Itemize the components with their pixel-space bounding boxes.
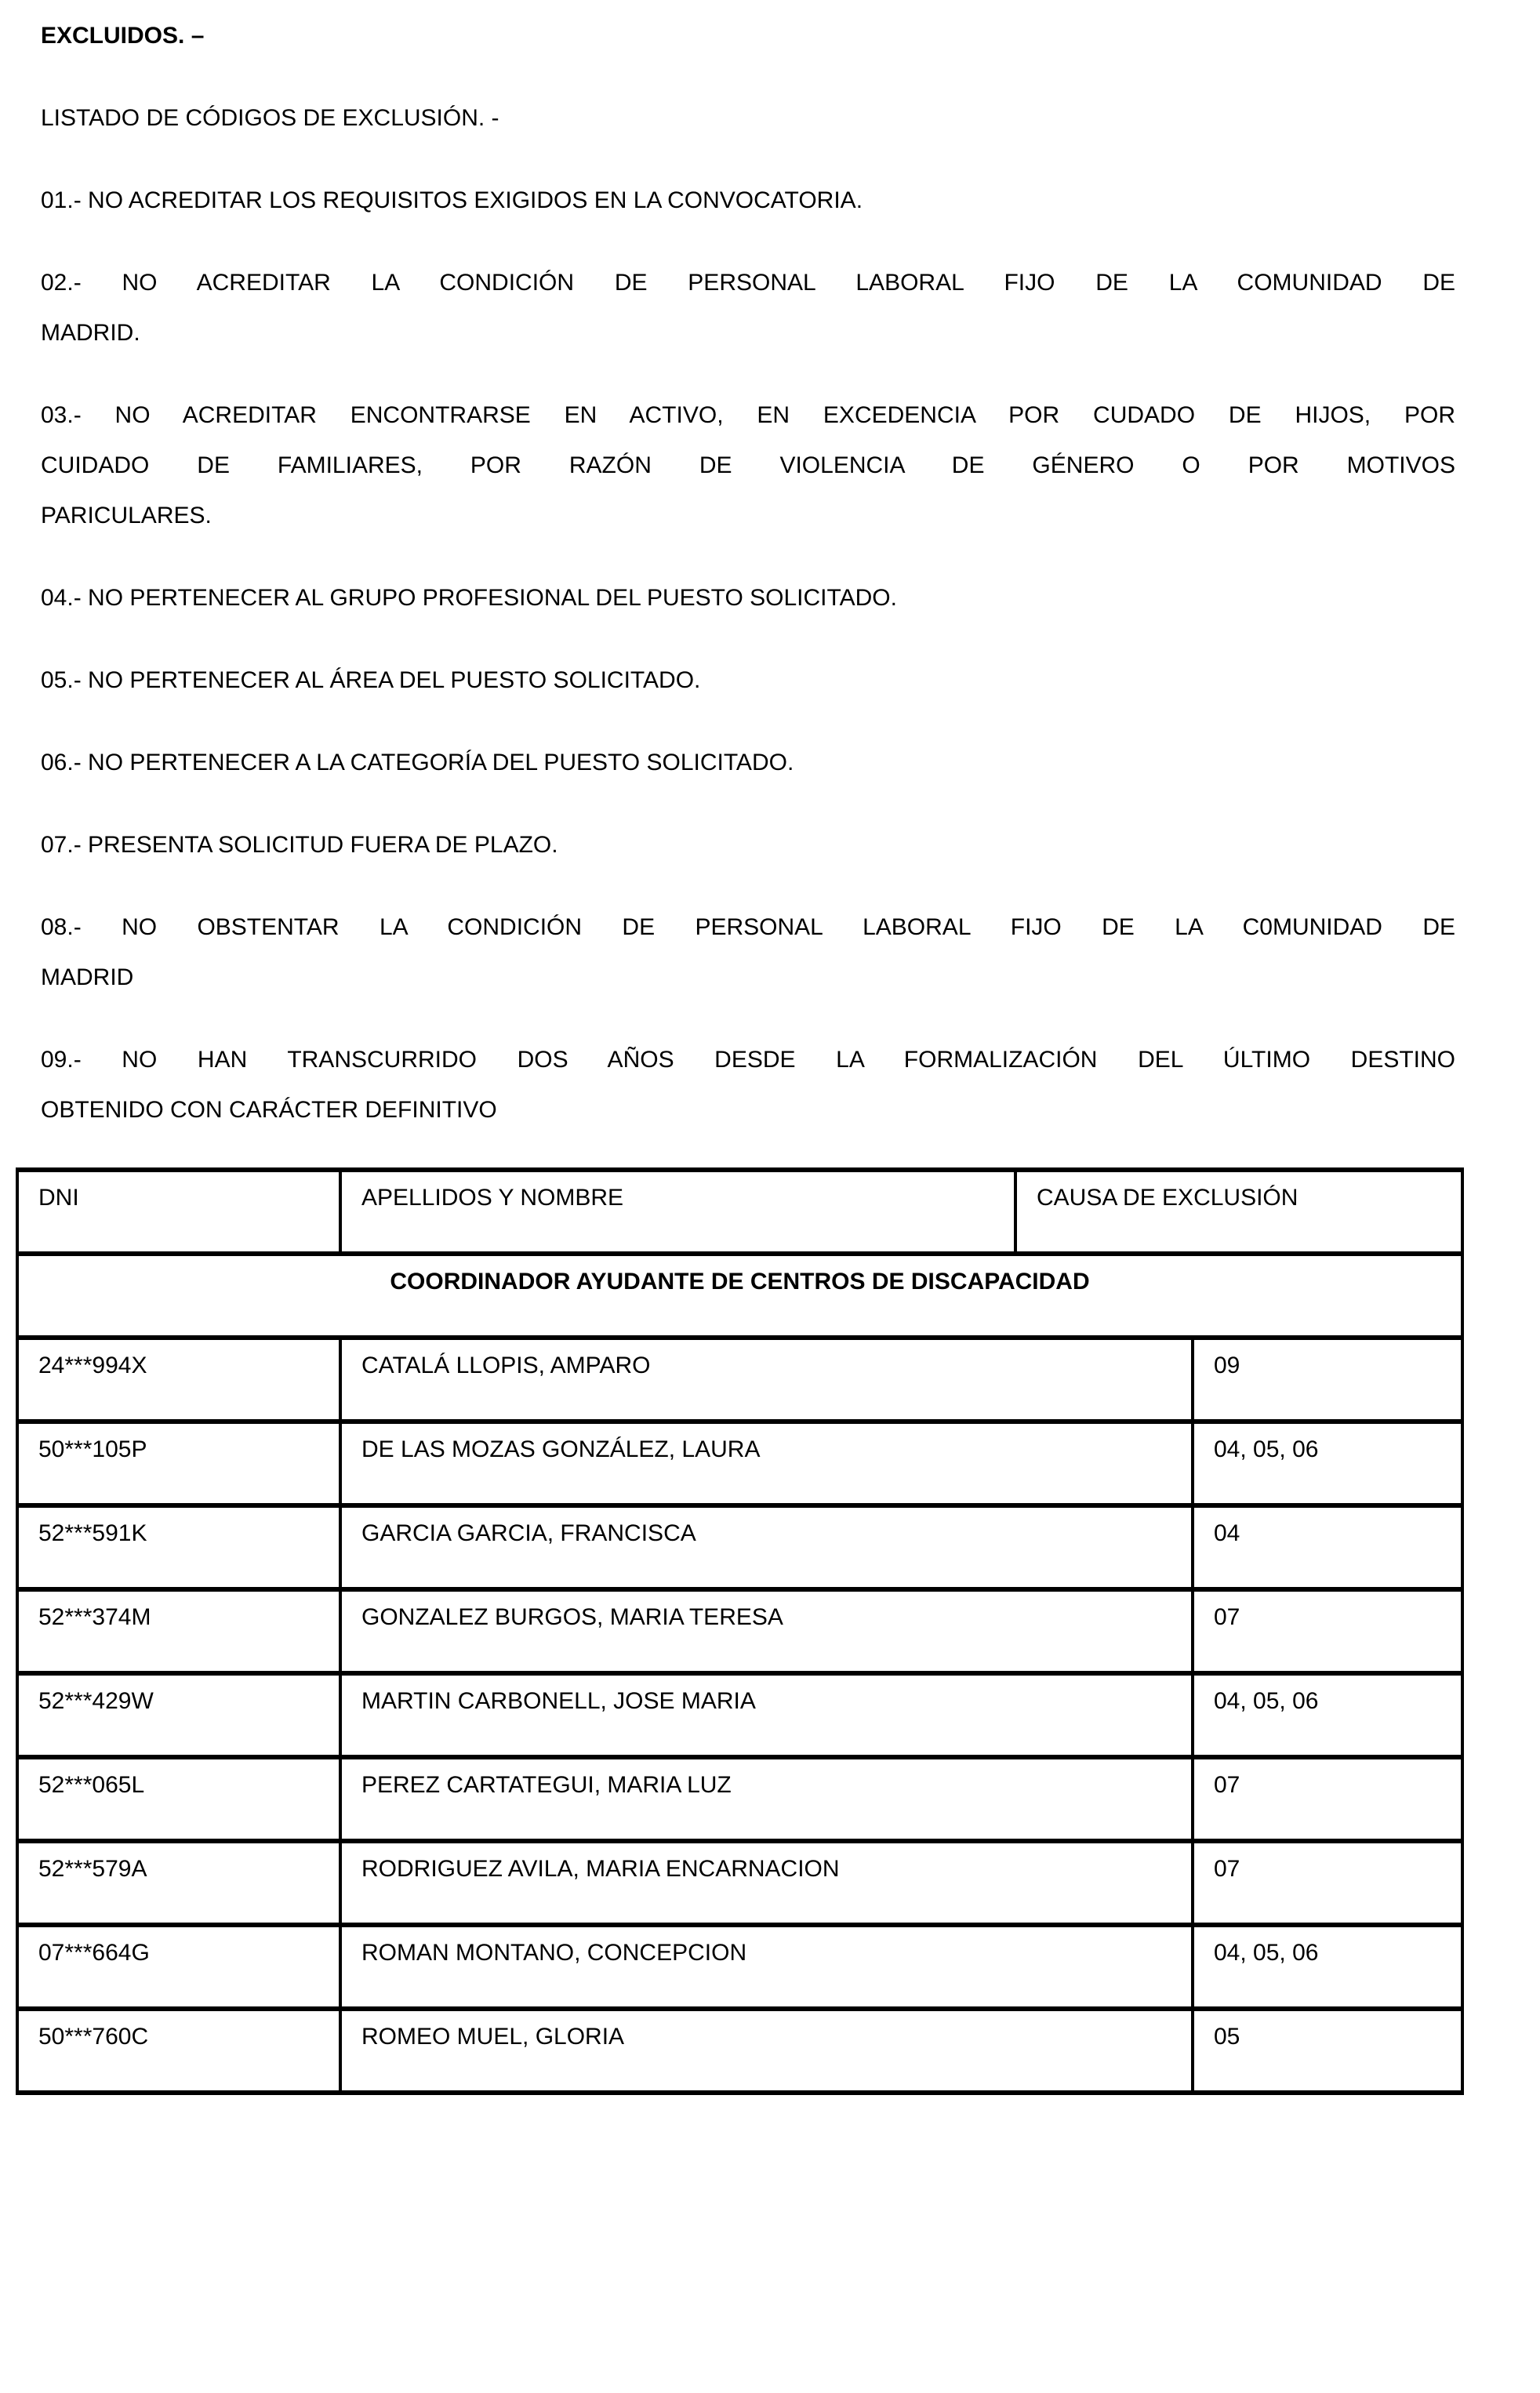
- table-row: [17, 2009, 1462, 2093]
- exclusion-code-01: [41, 176, 1455, 226]
- list-title: [41, 93, 1455, 143]
- cause-cell: 05: [1193, 2009, 1462, 2093]
- dni-cell: 50***105P: [17, 1422, 340, 1505]
- table-row: [17, 1841, 1462, 1925]
- page-title-text: EXCLUIDOS. –: [41, 23, 205, 49]
- exclusion-code-09: [41, 1035, 1455, 1135]
- dni-cell: 52***429W: [17, 1673, 340, 1757]
- code-line: OBTENIDO CON CARÁCTER DEFINITIVO: [41, 1097, 497, 1123]
- code-line: 07.- PRESENTA SOLICITUD FUERA DE PLAZO.: [41, 832, 558, 858]
- code-line: MADRID: [41, 964, 134, 990]
- cause-cell: 09: [1193, 1338, 1462, 1422]
- header-cause: CAUSA DE EXCLUSIÓN: [1015, 1170, 1462, 1254]
- code-line: 02.- NO ACREDITAR LA CONDICIÓN DE PERSONAL LABORAL FIJO DE LA COMUNIDAD DE: [41, 270, 1455, 296]
- cause-cell: 07: [1193, 1757, 1462, 1841]
- name-cell: RODRIGUEZ AVILA, MARIA ENCARNACION: [340, 1841, 1193, 1925]
- exclusion-code-03: [41, 390, 1455, 541]
- table-header-row: [17, 1170, 1462, 1254]
- code-line: MADRID.: [41, 320, 140, 346]
- cause-cell: 04, 05, 06: [1193, 1422, 1462, 1505]
- cause-cell: 07: [1193, 1589, 1462, 1673]
- section-title: COORDINADOR AYUDANTE DE CENTROS DE DISCAPACIDAD: [17, 1254, 1462, 1338]
- code-line: CUIDADO DE FAMILIARES, POR RAZÓN DE VIOLENCIA DE GÉNERO O POR MOTIVOS: [41, 452, 1455, 478]
- code-line: 08.- NO OBSTENTAR LA CONDICIÓN DE PERSONAL LABORAL FIJO DE LA C0MUNIDAD DE: [41, 914, 1455, 940]
- exclusion-code-07: [41, 820, 1455, 870]
- name-cell: ROMEO MUEL, GLORIA: [340, 2009, 1193, 2093]
- dni-cell: 52***065L: [17, 1757, 340, 1841]
- code-line: 01.- NO ACREDITAR LOS REQUISITOS EXIGIDOS EN LA CONVOCATORIA.: [41, 187, 863, 213]
- exclusions-table: [16, 1167, 1464, 2095]
- dni-cell: 52***579A: [17, 1841, 340, 1925]
- exclusion-code-04: [41, 573, 1455, 623]
- code-line: 06.- NO PERTENECER A LA CATEGORÍA DEL PUESTO SOLICITADO.: [41, 750, 794, 775]
- name-cell: CATALÁ LLOPIS, AMPARO: [340, 1338, 1193, 1422]
- cause-cell: 04, 05, 06: [1193, 1673, 1462, 1757]
- table-row: [17, 1757, 1462, 1841]
- table-row: [17, 1589, 1462, 1673]
- dni-cell: 52***374M: [17, 1589, 340, 1673]
- exclusions-table-wrapper: [16, 1167, 1455, 2095]
- code-line: 03.- NO ACREDITAR ENCONTRARSE EN ACTIVO, EN EXCEDENCIA POR CUDADO DE HIJOS, POR: [41, 402, 1455, 428]
- name-cell: DE LAS MOZAS GONZÁLEZ, LAURA: [340, 1422, 1193, 1505]
- header-dni: DNI: [17, 1170, 340, 1254]
- code-line: PARICULARES.: [41, 503, 212, 528]
- list-title-text: LISTADO DE CÓDIGOS DE EXCLUSIÓN. -: [41, 105, 499, 131]
- code-line: 05.- NO PERTENECER AL ÁREA DEL PUESTO SOLICITADO.: [41, 667, 701, 693]
- code-line: 04.- NO PERTENECER AL GRUPO PROFESIONAL DEL PUESTO SOLICITADO.: [41, 585, 897, 611]
- name-cell: MARTIN CARBONELL, JOSE MARIA: [340, 1673, 1193, 1757]
- exclusion-code-02: [41, 258, 1455, 358]
- header-name: APELLIDOS Y NOMBRE: [340, 1170, 1015, 1254]
- name-cell: GONZALEZ BURGOS, MARIA TERESA: [340, 1589, 1193, 1673]
- section-title-row: [17, 1254, 1462, 1338]
- table-row: [17, 1338, 1462, 1422]
- table-row: [17, 1505, 1462, 1589]
- code-line: 09.- NO HAN TRANSCURRIDO DOS AÑOS DESDE LA FORMALIZACIÓN DEL ÚLTIMO DESTINO: [41, 1047, 1455, 1073]
- exclusion-code-08: [41, 902, 1455, 1003]
- name-cell: PEREZ CARTATEGUI, MARIA LUZ: [340, 1757, 1193, 1841]
- table-row: [17, 1422, 1462, 1505]
- name-cell: GARCIA GARCIA, FRANCISCA: [340, 1505, 1193, 1589]
- exclusion-code-06: [41, 738, 1455, 788]
- dni-cell: 07***664G: [17, 1925, 340, 2009]
- table-row: [17, 1673, 1462, 1757]
- table-row: [17, 1925, 1462, 2009]
- cause-cell: 07: [1193, 1841, 1462, 1925]
- cause-cell: 04, 05, 06: [1193, 1925, 1462, 2009]
- cause-cell: 04: [1193, 1505, 1462, 1589]
- dni-cell: 50***760C: [17, 2009, 340, 2093]
- page-title: [41, 11, 1455, 61]
- exclusion-code-05: [41, 655, 1455, 706]
- dni-cell: 24***994X: [17, 1338, 340, 1422]
- dni-cell: 52***591K: [17, 1505, 340, 1589]
- name-cell: ROMAN MONTANO, CONCEPCION: [340, 1925, 1193, 2009]
